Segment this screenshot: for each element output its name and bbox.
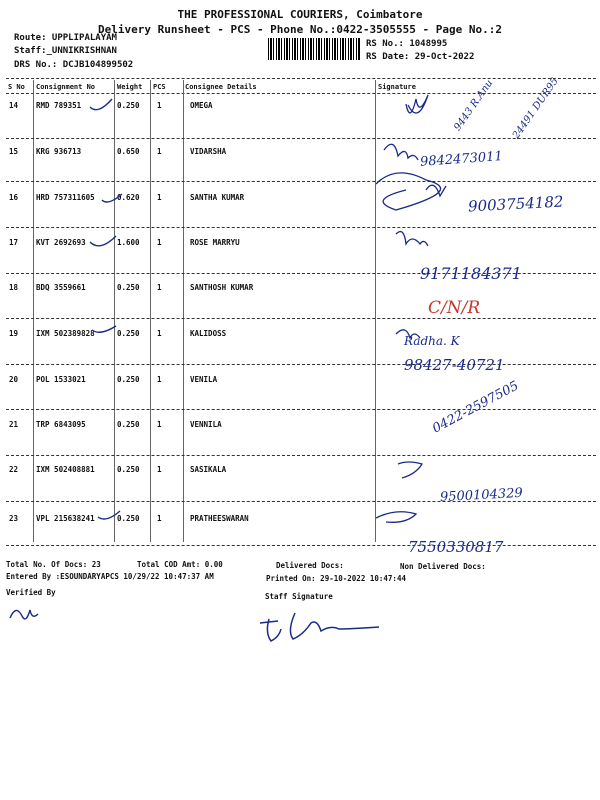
table-top-rule [6,78,596,79]
row-consignment: KRG 936713 [36,147,82,156]
row-consignee: OMEGA [190,101,213,110]
row-weight: 0.250 [117,329,140,338]
checkmarks-overlay [80,92,160,542]
row-consignee: SANTHOSH KUMAR [190,283,254,292]
row-consignment: RMD 789351 [36,101,82,110]
row-sno: 15 [9,147,19,156]
delivered-docs: Delivered Docs: [276,561,344,570]
row-pcs: 1 [157,101,162,110]
sig-23-phone: 7550330817 [408,538,504,556]
col-divider [33,80,34,542]
sig-18-cnr: C/N/R [428,298,481,318]
col-weight: Weight [117,83,143,91]
printed-on: Printed On: 29-10-2022 10:47:44 [266,574,406,583]
row-consignee: KALIDOSS [190,329,227,338]
sig-16-phone: 9003754182 [467,192,564,216]
sig-19-phone: 98427-40721 [404,356,505,374]
row-consignee: VENILA [190,375,218,384]
sig-19-name: Radha. K [404,334,460,348]
verified-by-label: Verified By [6,588,56,597]
row-weight: 0.250 [117,101,140,110]
row-pcs: 1 [157,420,162,429]
sig-14-b: 24491 DUR95 [510,75,561,142]
row-pcs: 1 [157,283,162,292]
row-pcs: 1 [157,193,162,202]
row-weight: 0.250 [117,465,140,474]
row-consignment: HRD 757311605 [36,193,95,202]
row-sno: 16 [9,193,19,202]
row-consignment: VPL 215638241 [36,514,95,523]
row-pcs: 1 [157,147,162,156]
row-weight: 0.250 [117,514,140,523]
staff-signature-label: Staff Signature [265,592,333,601]
row-weight: 0.250 [117,420,140,429]
row-consignment: KVT 2692693 [36,238,86,247]
rs-number: RS No.: 1048995 [366,39,448,49]
col-divider [183,80,184,542]
row-consignee: PRATHEESWARAN [190,514,249,523]
sig-15-phone: 9842473011 [419,149,504,170]
rs-date: RS Date: 29-Oct-2022 [366,52,475,62]
row-weight: 0.250 [117,283,140,292]
barcode-image [268,38,360,60]
row-sno: 20 [9,375,19,384]
row-sno: 21 [9,420,19,429]
entered-by: Entered By :ESOUNDARYAPCS 10/29/22 10:47:37 AM [6,572,214,581]
row-pcs: 1 [157,465,162,474]
row-consignee: SANTHA KUMAR [190,193,245,202]
total-cod: Total COD Amt: 0.00 [137,560,223,569]
row-weight: 0.650 [117,147,140,156]
runsheet-subtitle: Delivery Runsheet - PCS - Phone No.:0422-3505555 - Page No.:2 [98,23,502,36]
col-sno: S No [8,83,25,91]
col-pcs: PCS [153,83,166,91]
verifier-signature [4,600,44,626]
row-pcs: 1 [157,329,162,338]
sig-20-phone: 0422-2597505 [430,378,522,437]
row-weight: 0.620 [117,193,140,202]
row-pcs: 1 [157,238,162,247]
col-signature: Signature [378,83,416,91]
col-consignee: Consignee Details [185,83,257,91]
route-label: Route: UPPLIPALAYAM [14,33,117,43]
row-pcs: 1 [157,375,162,384]
sig-17-phone: 9171184371 [420,264,522,283]
row-weight: 0.250 [117,375,140,384]
row-weight: 1.600 [117,238,140,247]
row-consignee: SASIKALA [190,465,227,474]
row-consignee: ROSE MARRYU [190,238,240,247]
row-sno: 23 [9,514,19,523]
total-docs: Total No. Of Docs: 23 [6,560,101,569]
row-consignment: POL 1533021 [36,375,86,384]
drs-number: DRS No.: DCJB104899502 [14,60,134,70]
row-pcs: 1 [157,514,162,523]
row-sno: 22 [9,465,19,474]
row-consignee: VIDARSHA [190,147,227,156]
table-bottom-rule [6,545,596,546]
row-sno: 17 [9,238,19,247]
non-delivered-docs: Non Delivered Docs: [400,562,486,571]
row-sno: 19 [9,329,19,338]
staff-label: Staff:_UNNIKRISHNAN [14,46,117,56]
sig-14-a: 9443 R.Anu [452,77,496,134]
staff-signature-mark [255,605,395,645]
sig-22-phone: 9500104329 [439,485,524,506]
row-sno: 14 [9,101,19,110]
row-consignee: VENNILA [190,420,222,429]
row-consignment: IXM 502389828 [36,329,95,338]
company-title: THE PROFESSIONAL COURIERS, Coimbatore [177,8,423,21]
row-consignment: TRP 6843095 [36,420,86,429]
col-consignment: Consignment No [36,83,96,91]
row-sno: 18 [9,283,19,292]
row-consignment: BDQ 3559661 [36,283,86,292]
row-consignment: IXM 502408881 [36,465,95,474]
